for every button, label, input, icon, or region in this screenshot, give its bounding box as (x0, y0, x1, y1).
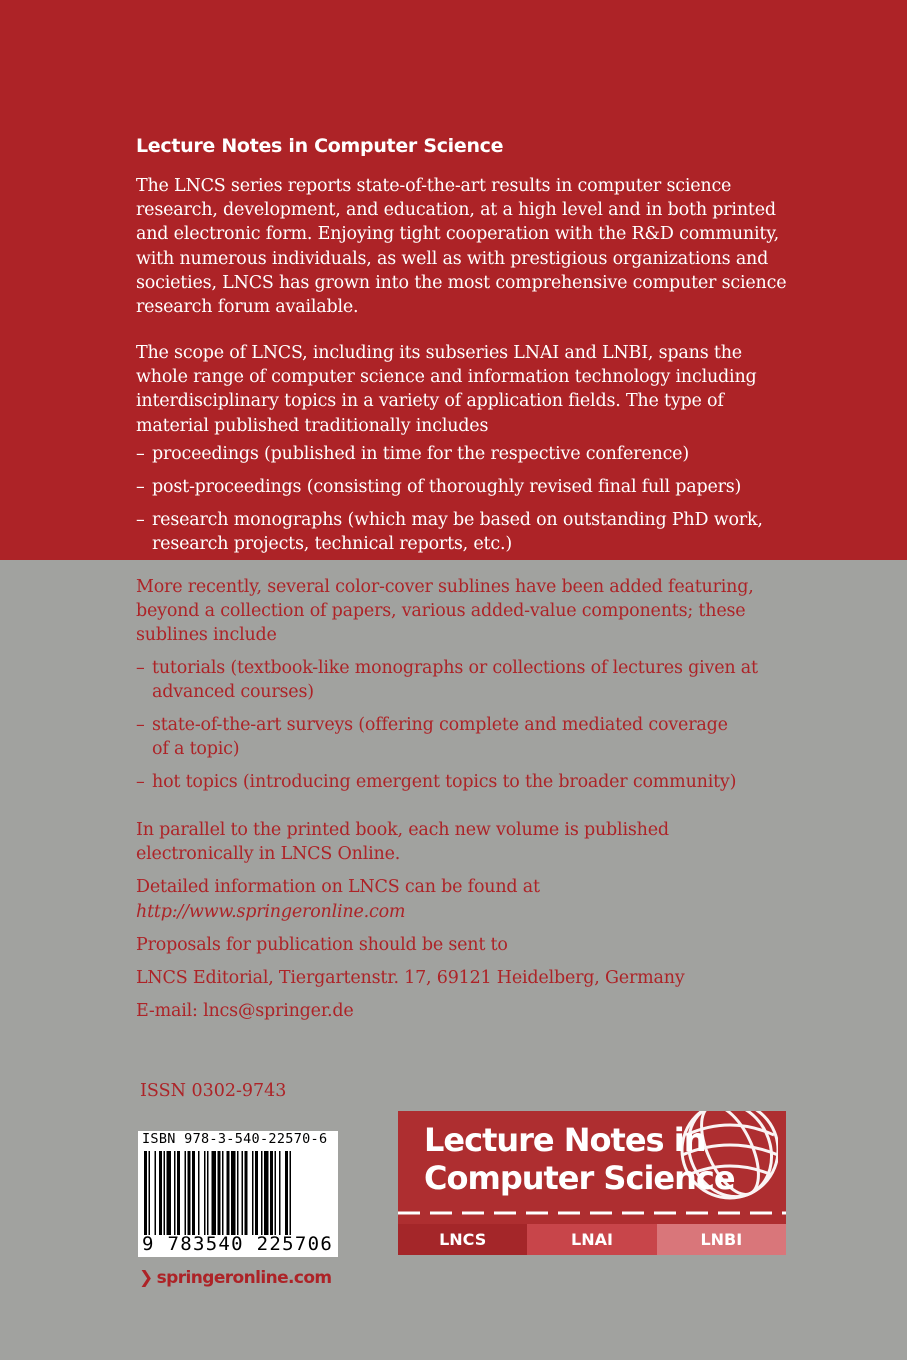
text-line: research forum available. (136, 297, 359, 318)
subseries-tabs (398, 1224, 786, 1255)
barcode-bar (177, 1151, 180, 1235)
barcode-bar (188, 1151, 191, 1235)
springer-label: springeronline.com (156, 1268, 332, 1288)
barcode-bar (242, 1151, 244, 1235)
barcode-bar (192, 1151, 195, 1235)
text-line: material published traditionally includes (136, 415, 489, 436)
scope-paragraph (136, 341, 796, 557)
intro-paragraph (136, 174, 796, 319)
barcode (138, 1131, 338, 1257)
barcode-bar (222, 1151, 224, 1235)
text-line: societies, LNCS has grown into the most comprehensive computer science (136, 272, 787, 293)
dashed-divider (398, 1211, 786, 1215)
barcode-bar (264, 1151, 269, 1235)
barcode-bar (185, 1151, 187, 1235)
text-line: beyond a collection of papers, various added-value components; these (136, 601, 746, 622)
list-item (136, 508, 796, 556)
text-line: advanced courses) (152, 681, 314, 702)
text-line: research projects, technical reports, etc.) (152, 534, 512, 555)
barcode-bars (144, 1151, 332, 1235)
text-line: The scope of LNCS, including its subseries LNAI and LNBI, spans the (136, 343, 742, 363)
text-line: interdisciplinary topics in a variety of application fields. The type of (136, 391, 724, 412)
barcode-bar (207, 1151, 209, 1235)
text-line: electronically in LNCS Online. (136, 844, 401, 865)
barcode-bar (227, 1151, 230, 1235)
logo-line: Computer Science (424, 1159, 735, 1197)
list-item: – hot topics (introducing emergent topics to the broader community) (136, 770, 806, 794)
sublines-paragraph (136, 575, 806, 795)
editorial-address: LNCS Editorial, Tiergartenstr. 17, 69121 Heidelberg, Germany (136, 968, 685, 989)
barcode-bar (174, 1151, 176, 1235)
text-line: of a topic) (152, 739, 240, 760)
barcode-bar (231, 1151, 236, 1235)
springer-link[interactable] (139, 1268, 332, 1288)
barcode-bar (149, 1151, 151, 1235)
list-item: – post-proceedings (consisting of thoroughly revised final full papers) (136, 475, 796, 499)
list-item (136, 656, 806, 704)
isbn-text: ISBN 978-3-540-22570-6 (142, 1131, 328, 1147)
barcode-bar (255, 1151, 258, 1235)
barcode-bar (155, 1151, 157, 1235)
isbn-digits: 9 783540 225706 (142, 1233, 334, 1255)
lncs-logo (398, 1111, 786, 1255)
barcode-bar (290, 1151, 292, 1235)
text-line: – state-of-the-art surveys (offering complete and mediated coverage (152, 715, 728, 736)
text-line: Detailed information on LNCS can be found at (136, 877, 540, 898)
text-line: research, development, and education, at a high level and in both printed (136, 200, 776, 221)
issn-label: ISSN 0302-9743 (140, 1081, 287, 1101)
barcode-bar (144, 1151, 147, 1235)
chevron-right-icon: ❯ (139, 1268, 153, 1288)
barcode-bar (212, 1151, 217, 1235)
logo-line: Lecture Notes in (424, 1121, 706, 1159)
text-line: – tutorials (textbook-like monographs or collections of lectures given at (152, 657, 758, 678)
detailed-info (136, 875, 806, 923)
text-line: – research monographs (which may be based on outstanding PhD work, (152, 510, 763, 531)
tab-lncs: LNCS (398, 1224, 527, 1255)
barcode-bar (164, 1151, 166, 1235)
barcode-bar (237, 1151, 239, 1235)
website-link[interactable]: http://www.springeronline.com (136, 901, 406, 922)
text-line: In parallel to the printed book, each new volume is published (136, 820, 669, 840)
email-text: E-mail: lncs@springer.de (136, 1001, 354, 1022)
barcode-bar (279, 1151, 281, 1235)
barcode-bar (159, 1151, 162, 1235)
barcode-bar (270, 1151, 273, 1235)
barcode-bar (275, 1151, 277, 1235)
text-line: More recently, several color-cover sublines have been added featuring, (136, 577, 754, 597)
text-line: The LNCS series reports state-of-the-art results in computer science (136, 176, 732, 196)
barcode-bar (261, 1151, 263, 1235)
series-heading: Lecture Notes in Computer Science (136, 135, 504, 157)
text-line: with numerous individuals, as well as with prestigious organizations and (136, 248, 769, 269)
tab-lnai: LNAI (527, 1224, 656, 1255)
logo-title (424, 1121, 735, 1197)
text-line: and electronic form. Enjoying tight cooperation with the R&D community, (136, 224, 779, 245)
list-item (136, 713, 806, 761)
barcode-bar (204, 1151, 206, 1235)
barcode-bar (285, 1151, 288, 1235)
tab-lnbi: LNBI (657, 1224, 786, 1255)
text-line: sublines include (136, 625, 277, 646)
text-line: whole range of computer science and information technology including (136, 367, 757, 388)
parallel-text (136, 818, 806, 866)
proposals-text: Proposals for publication should be sent to (136, 934, 508, 955)
barcode-bar (252, 1151, 254, 1235)
barcode-bar (167, 1151, 172, 1235)
barcode-bar (198, 1151, 200, 1235)
publication-info (136, 818, 806, 1032)
list-item: – proceedings (published in time for the respective conference) (136, 442, 796, 466)
barcode-bar (245, 1151, 248, 1235)
barcode-bar (218, 1151, 221, 1235)
